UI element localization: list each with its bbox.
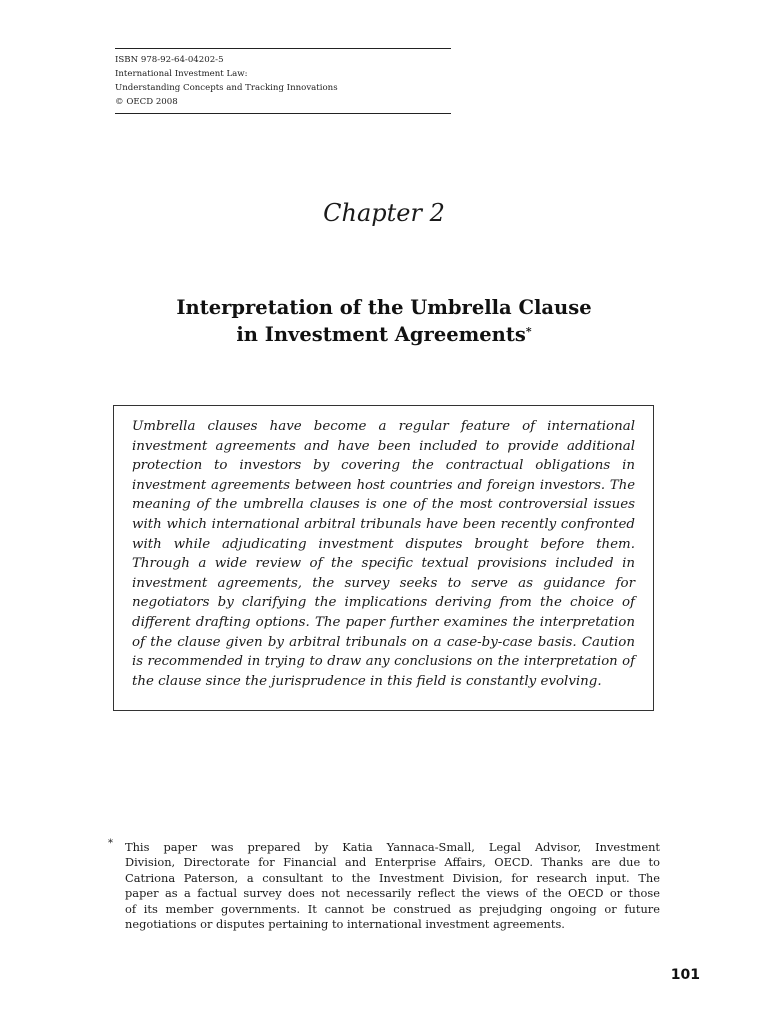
abstract-line: negotiators by clarifying the implications deriving from the choice of: [132, 595, 635, 611]
abstract-line: different drafting options. The paper further examines the interpretation: [132, 614, 635, 630]
chapter-title-line-1: Interpretation of the Umbrella Clause: [176, 296, 592, 319]
abstract-line: meaning of the umbrella clauses is one of the most controversial issues: [132, 497, 635, 513]
book-subtitle-line: Understanding Concepts and Tracking Innovations: [115, 83, 338, 93]
abstract-line: protection to investors by covering the contractual obligations in: [132, 458, 635, 474]
abstract-line: is recommended in trying to draw any conclusions on the interpretation of: [132, 654, 635, 670]
footnote-line: of its member governments. It cannot be construed as prejudging ongoing or future: [125, 901, 660, 916]
abstract-line: Umbrella clauses have become a regular feature of international: [132, 419, 635, 434]
publication-header: [115, 48, 451, 114]
chapter-label: Chapter 2: [323, 199, 445, 227]
chapter-title-line-2: [0, 321, 768, 348]
footnote-line: Division, Directorate for Financial and Enterprise Affairs, OECD. Thanks are due to: [125, 855, 660, 870]
abstract-line: of the clause given by arbitral tribunals on a case-by-case basis. Caution: [132, 634, 635, 650]
abstract-line: investment agreements, the survey seeks to serve as guidance for: [132, 575, 635, 591]
footnote: [108, 840, 660, 932]
copyright-line: © OECD 2008: [115, 97, 178, 107]
page-number: 101: [670, 967, 700, 983]
footnote-line: negotiations or disputes pertaining to international investment agreements.: [125, 917, 565, 932]
chapter-title: [0, 294, 768, 348]
abstract-line: the clause since the jurisprudence in this field is constantly evolving.: [132, 673, 602, 689]
series-title-line: International Investment Law:: [115, 69, 248, 79]
abstract-line: investment agreements between host countries and foreign investors. The: [132, 477, 635, 493]
title-footnote-mark[interactable]: *: [525, 325, 532, 338]
abstract-line: Through a wide review of the specific textual provisions included in: [132, 556, 635, 572]
footnote-mark: *: [108, 838, 113, 849]
footnote-line: Catriona Paterson, a consultant to the Investment Division, for research input. The: [125, 870, 660, 885]
abstract-box: [113, 405, 654, 711]
chapter-title-line-2-text: in Investment Agreements: [236, 323, 526, 346]
footnote-line: paper as a factual survey does not necessarily reflect the views of the OECD or those: [125, 886, 660, 901]
abstract-line: with which international arbitral tribunals have been recently confronted: [132, 516, 635, 532]
abstract-line: with while adjudicating investment disputes brought before them.: [132, 536, 635, 552]
abstract-line: investment agreements and have been included to provide additional: [132, 438, 635, 454]
footnote-text: [125, 840, 660, 932]
isbn-line: ISBN 978-92-64-04202-5: [115, 55, 224, 65]
footnote-line: This paper was prepared by Katia Yannaca-Small, Legal Advisor, Investment: [125, 840, 660, 854]
